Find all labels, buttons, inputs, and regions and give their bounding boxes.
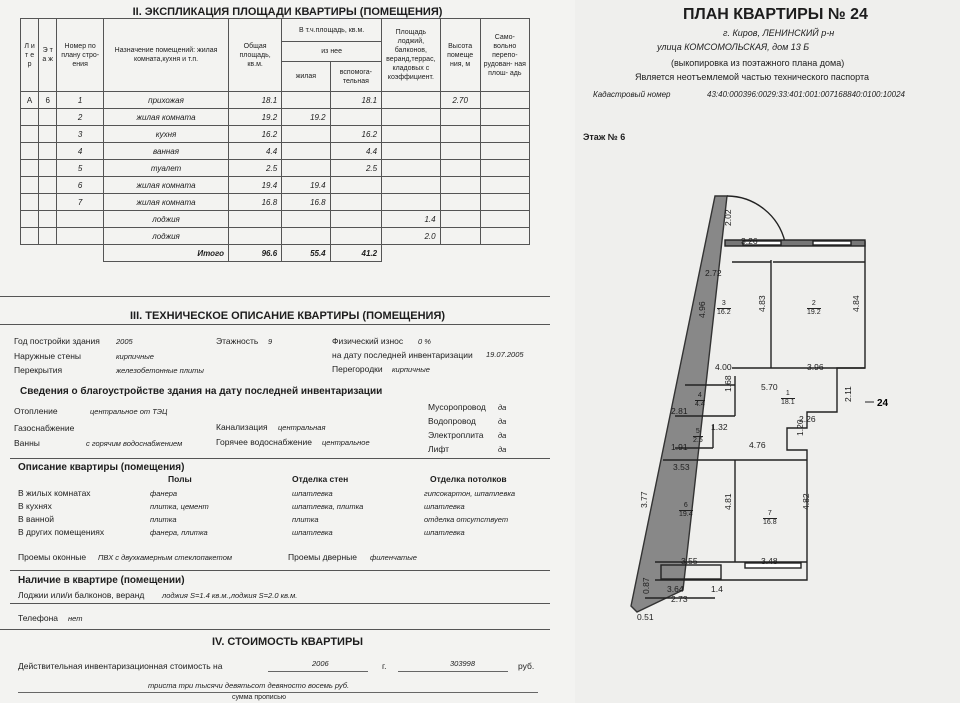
desc-header-ceilings: Отделка потолков bbox=[430, 474, 507, 484]
total-area-cell bbox=[229, 228, 282, 245]
dimension-label: 4.84 bbox=[851, 295, 861, 312]
etazh-cell bbox=[39, 143, 57, 160]
cost-year-suffix: г. bbox=[382, 661, 387, 671]
dimension-label: 2.11 bbox=[843, 386, 853, 402]
header-vtch: В т.ч.площадь, кв.м. bbox=[282, 19, 382, 42]
table-row bbox=[21, 109, 530, 126]
dimension-label: 0.51 bbox=[637, 612, 654, 622]
aux-area-cell bbox=[330, 228, 381, 245]
underline bbox=[268, 671, 368, 672]
room-area: 16.2 bbox=[717, 309, 731, 316]
room-name-cell: прихожая bbox=[104, 92, 229, 109]
samovol-cell bbox=[480, 143, 529, 160]
height-cell bbox=[440, 126, 480, 143]
dimension-label: 4.96 bbox=[697, 301, 707, 318]
garbage-value: да bbox=[498, 403, 507, 412]
height-cell bbox=[440, 228, 480, 245]
slabs-value: железобетонные плиты bbox=[116, 366, 204, 375]
room-number: 6 bbox=[679, 502, 693, 511]
etazh-cell bbox=[39, 109, 57, 126]
room-name-cell: жилая комната bbox=[104, 177, 229, 194]
room-name-cell: жилая комната bbox=[104, 109, 229, 126]
etazh-cell bbox=[39, 126, 57, 143]
plan-city: г. Киров, ЛЕНИНСКИЙ р-н bbox=[723, 28, 835, 38]
number-cell: 5 bbox=[57, 160, 104, 177]
aux-area-cell bbox=[330, 211, 381, 228]
table-row bbox=[21, 160, 530, 177]
room-name-cell: жилая комната bbox=[104, 194, 229, 211]
etazh-cell bbox=[39, 177, 57, 194]
loggia-area-cell bbox=[382, 177, 441, 194]
number-cell: 1 bbox=[57, 92, 104, 109]
header-naznachenie: Назначение помещений: жилая комната,кухня и т.п. bbox=[104, 19, 229, 92]
divider bbox=[0, 324, 550, 325]
electric-value: да bbox=[498, 431, 507, 440]
doors-value: филенчатые bbox=[370, 553, 417, 562]
window bbox=[813, 241, 851, 245]
dimension-label: 1.68 bbox=[723, 375, 733, 392]
walls-value: кирпичные bbox=[116, 352, 154, 361]
room-name-cell: лоджия bbox=[104, 228, 229, 245]
desc-header-floors: Полы bbox=[168, 474, 192, 484]
gas-label: Газоснабжение bbox=[14, 423, 75, 433]
samovol-cell bbox=[480, 211, 529, 228]
height-cell bbox=[440, 143, 480, 160]
dimension-label: 4.76 bbox=[749, 440, 766, 450]
total-area-cell: 18.1 bbox=[229, 92, 282, 109]
total-area-cell bbox=[229, 211, 282, 228]
room-number: 3 bbox=[717, 300, 731, 309]
itogo-total: 96.6 bbox=[229, 245, 282, 262]
floor-plan-page bbox=[575, 0, 960, 703]
liter-cell bbox=[21, 109, 39, 126]
section2-title: II. ЭКСПЛИКАЦИЯ ПЛОЩАДИ КВАРТИРЫ (ПОМЕЩЕНИЯ) bbox=[132, 6, 443, 18]
header-iz-nee: из нее bbox=[282, 42, 382, 62]
living-area-cell: 19.4 bbox=[282, 177, 330, 194]
header-nomer: Номер по плану стро- ения bbox=[57, 19, 104, 92]
dimension-label: 1.4 bbox=[711, 584, 723, 594]
desc-ceilings-cell: гипсокартон, шпатлевка bbox=[424, 489, 516, 498]
hotwater-label: Горячее водоснабжение bbox=[216, 437, 312, 447]
plan-note: (выкопировка из поэтажного плана дома) bbox=[671, 58, 845, 68]
number-cell: 2 bbox=[57, 109, 104, 126]
desc-floors-cell: фанера, плитка bbox=[150, 528, 208, 537]
dimension-label: 1.32 bbox=[711, 422, 728, 432]
aux-area-cell bbox=[330, 177, 381, 194]
living-area-cell bbox=[282, 160, 330, 177]
desc-walls-cell: шпатлевка bbox=[292, 489, 333, 498]
header-liter: Л и т е р bbox=[21, 19, 39, 92]
header-zhilaya: жилая bbox=[282, 62, 330, 92]
etazh-cell bbox=[39, 160, 57, 177]
apartment-number: 24 bbox=[877, 398, 889, 409]
etazh-cell bbox=[39, 228, 57, 245]
total-area-cell: 16.2 bbox=[229, 126, 282, 143]
room-area: 18.1 bbox=[781, 399, 795, 406]
total-area-cell: 4.4 bbox=[229, 143, 282, 160]
divider bbox=[10, 570, 550, 571]
phone-value: нет bbox=[68, 614, 83, 623]
dimension-label: 5.70 bbox=[761, 382, 778, 392]
room-area: 19.4 bbox=[679, 511, 693, 518]
slabs-label: Перекрытия bbox=[14, 365, 63, 375]
garbage-label: Мусоропровод bbox=[428, 402, 486, 412]
desc-ceilings-cell: шпатлевка bbox=[424, 528, 465, 537]
dimension-label: 3.26 bbox=[741, 236, 758, 246]
etazh-cell bbox=[39, 211, 57, 228]
room-number: 7 bbox=[763, 510, 777, 519]
dimension-label: 0.87 bbox=[641, 577, 651, 594]
desc-label-cell: В других помещениях bbox=[18, 527, 105, 537]
height-cell bbox=[440, 160, 480, 177]
cadastral-number: 43:40:000396:0029:33:401:001:007168840:0100:10024 bbox=[707, 90, 905, 99]
etazh-cell: 6 bbox=[39, 92, 57, 109]
liter-cell bbox=[21, 143, 39, 160]
plan-inseparable: Является неотъемлемой частью технического паспорта bbox=[635, 72, 870, 82]
height-cell: 2.70 bbox=[440, 92, 480, 109]
dimension-label: 2.26 bbox=[799, 414, 816, 424]
desc-ceilings-cell: шпатлевка bbox=[424, 502, 465, 511]
cost-words: триста три тысячи девятьсот девяносто восемь руб. bbox=[148, 681, 350, 690]
room-name-cell: кухня bbox=[104, 126, 229, 143]
desc-label-cell: В жилых комнатах bbox=[18, 488, 91, 498]
hotwater-value: центральное bbox=[322, 438, 370, 447]
room-number: 5 bbox=[693, 428, 703, 437]
loggia-area-cell bbox=[382, 92, 441, 109]
room-number: 2 bbox=[807, 300, 821, 309]
room-name-cell: туалет bbox=[104, 160, 229, 177]
itogo-aux: 41.2 bbox=[330, 245, 381, 262]
room-number: 1 bbox=[781, 390, 795, 399]
liter-cell bbox=[21, 194, 39, 211]
year-value: 2005 bbox=[116, 337, 133, 346]
desc-header-walls: Отделка стен bbox=[292, 474, 349, 484]
etazh-cell bbox=[39, 194, 57, 211]
dimension-label: 3.48 bbox=[761, 556, 778, 566]
heating-value: центральное от ТЭЦ bbox=[90, 407, 168, 416]
floor-plan bbox=[575, 0, 960, 703]
dimension-label: 2.73 bbox=[671, 594, 688, 604]
table-row bbox=[21, 92, 530, 109]
dimension-label: 1.91 bbox=[671, 442, 688, 452]
living-area-cell: 16.8 bbox=[282, 194, 330, 211]
table-row bbox=[21, 177, 530, 194]
explication-table bbox=[20, 18, 530, 262]
living-area-cell bbox=[282, 126, 330, 143]
section4-title: IV. СТОИМОСТЬ КВАРТИРЫ bbox=[211, 636, 364, 648]
liter-cell bbox=[21, 211, 39, 228]
room-label bbox=[717, 300, 731, 317]
room-label bbox=[763, 510, 777, 527]
samovol-cell bbox=[480, 228, 529, 245]
header-vysota: Высота помеще ния, м bbox=[440, 19, 480, 92]
loggia-area-cell bbox=[382, 160, 441, 177]
partitions-value: кирпичные bbox=[392, 365, 430, 374]
desc-floors-cell: плитка, цемент bbox=[150, 502, 209, 511]
height-cell bbox=[440, 211, 480, 228]
dimension-label: 3.53 bbox=[673, 462, 690, 472]
dimension-label: 4.81 bbox=[723, 493, 733, 510]
living-area-cell bbox=[282, 92, 330, 109]
itogo-label: Итого bbox=[104, 245, 229, 262]
loggia-label: Лоджии или/и балконов, веранд bbox=[18, 590, 145, 600]
section3-title: III. ТЕХНИЧЕСКОЕ ОПИСАНИЕ КВАРТИРЫ (ПОМЕЩЕНИЯ) bbox=[129, 310, 446, 322]
aux-area-cell: 4.4 bbox=[330, 143, 381, 160]
table-row bbox=[21, 194, 530, 211]
header-vspomog: вспомога- тельная bbox=[330, 62, 381, 92]
amenities-title: Сведения о благоустройстве здания на дату последней инвентаризации bbox=[20, 386, 383, 397]
year-label: Год постройки здания bbox=[14, 336, 100, 346]
loggia-area-cell bbox=[382, 143, 441, 160]
loggia-value: лоджия S=1.4 кв.м.,лоджия S=2.0 кв.м. bbox=[162, 591, 298, 600]
cost-year: 2006 bbox=[312, 659, 329, 668]
divider bbox=[10, 458, 550, 459]
living-area-cell bbox=[282, 211, 330, 228]
number-cell: 4 bbox=[57, 143, 104, 160]
aux-area-cell: 2.5 bbox=[330, 160, 381, 177]
header-lodzhii: Площадь лоджий, балконов, веранд,террас, кладовых с коэффициент. bbox=[382, 19, 441, 92]
floors-value: 9 bbox=[268, 337, 273, 346]
loggia-area-cell bbox=[382, 109, 441, 126]
itogo-living: 55.4 bbox=[282, 245, 330, 262]
loggia-area-cell: 1.4 bbox=[382, 211, 441, 228]
cadastral-label: Кадастровый номер bbox=[593, 90, 671, 99]
desc-walls-cell: плитка bbox=[292, 515, 319, 524]
outer-wall bbox=[631, 196, 727, 612]
desc-floors-cell: фанера bbox=[150, 489, 178, 498]
liter-cell bbox=[21, 177, 39, 194]
number-cell: 7 bbox=[57, 194, 104, 211]
living-area-cell: 19.2 bbox=[282, 109, 330, 126]
aux-area-cell: 18.1 bbox=[330, 92, 381, 109]
number-cell: 3 bbox=[57, 126, 104, 143]
header-etazh: Э т а ж bbox=[39, 19, 57, 92]
living-area-cell bbox=[282, 228, 330, 245]
dimension-label: 4.82 bbox=[801, 493, 811, 510]
underline bbox=[18, 692, 538, 693]
room-label bbox=[695, 392, 705, 409]
liter-cell bbox=[21, 228, 39, 245]
loggia-area-cell bbox=[382, 126, 441, 143]
number-cell bbox=[57, 228, 104, 245]
liter-cell bbox=[21, 160, 39, 177]
table-row bbox=[21, 211, 530, 228]
liter-cell: А bbox=[21, 92, 39, 109]
room-label bbox=[781, 390, 795, 407]
dimension-label: 2.72 bbox=[705, 268, 722, 278]
samovol-cell bbox=[480, 126, 529, 143]
room-area: 4.4 bbox=[695, 401, 705, 408]
dimension-label: 1.20 bbox=[795, 419, 805, 436]
header-samovol: Само- вольно перепо- рудован- ная плош- адь bbox=[480, 19, 529, 92]
wear-label: Физический износ bbox=[332, 336, 404, 346]
desc-label-cell: В ванной bbox=[18, 514, 55, 524]
table-row bbox=[21, 126, 530, 143]
electric-label: Электроплита bbox=[428, 430, 484, 440]
number-cell: 6 bbox=[57, 177, 104, 194]
height-cell bbox=[440, 109, 480, 126]
samovol-cell bbox=[480, 160, 529, 177]
partitions-label: Перегородки bbox=[332, 364, 383, 374]
wear-value: 0 % bbox=[418, 337, 431, 346]
desc-ceilings-cell: отделка отсутствует bbox=[424, 515, 509, 524]
desc-label-cell: В кухнях bbox=[18, 501, 52, 511]
itogo-row bbox=[21, 245, 530, 262]
divider bbox=[0, 296, 550, 297]
divider bbox=[0, 629, 550, 630]
inventory-date-label: на дату последней инвентаризации bbox=[332, 350, 473, 360]
dimension-label: 4.83 bbox=[757, 295, 767, 312]
room-name-cell: ванная bbox=[104, 143, 229, 160]
samovol-cell bbox=[480, 177, 529, 194]
lift-label: Лифт bbox=[428, 444, 450, 454]
room-label bbox=[807, 300, 821, 317]
desc-walls-cell: шпатлевка, плитка bbox=[292, 502, 364, 511]
number-cell bbox=[57, 211, 104, 228]
cost-words-caption: сумма прописью bbox=[232, 694, 287, 701]
samovol-cell bbox=[480, 194, 529, 211]
cost-label: Действительная инвентаризационная стоимость на bbox=[18, 661, 223, 671]
samovol-cell bbox=[480, 92, 529, 109]
dimension-label: 4.00 bbox=[715, 362, 732, 372]
room-name-cell: лоджия bbox=[104, 211, 229, 228]
aux-area-cell bbox=[330, 109, 381, 126]
room-label bbox=[679, 502, 693, 519]
cost-currency: руб. bbox=[518, 661, 535, 671]
dimension-label: 3.55 bbox=[681, 556, 698, 566]
availability-title: Наличие в квартире (помещении) bbox=[18, 575, 185, 586]
table-row bbox=[21, 143, 530, 160]
baths-label: Ванны bbox=[14, 438, 40, 448]
sewer-value: центральная bbox=[278, 423, 326, 432]
windows-value: ПВХ с двухкамерным стеклопакетом bbox=[98, 553, 233, 562]
room-area: 2.5 bbox=[693, 437, 703, 444]
dimension-label: 2.81 bbox=[671, 406, 688, 416]
aux-area-cell bbox=[330, 194, 381, 211]
loggia-area-cell: 2.0 bbox=[382, 228, 441, 245]
water-label: Водопровод bbox=[428, 416, 476, 426]
room-label bbox=[693, 428, 703, 445]
cost-value: 303998 bbox=[450, 659, 476, 668]
liter-cell bbox=[21, 126, 39, 143]
walls-label: Наружные стены bbox=[14, 351, 81, 361]
inventory-date-value: 19.07.2005 bbox=[486, 350, 524, 359]
lift-value: да bbox=[498, 445, 507, 454]
samovol-cell bbox=[480, 109, 529, 126]
dimension-label: 3.96 bbox=[807, 362, 824, 372]
phone-label: Телефона bbox=[18, 613, 58, 623]
underline bbox=[398, 671, 508, 672]
plan-title: ПЛАН КВАРТИРЫ № 24 bbox=[683, 6, 868, 23]
plan-street: улица КОМСОМОЛЬСКАЯ, дом 13 Б bbox=[657, 42, 810, 52]
total-area-cell: 19.2 bbox=[229, 109, 282, 126]
total-area-cell: 16.8 bbox=[229, 194, 282, 211]
height-cell bbox=[440, 177, 480, 194]
desc-title: Описание квартиры (помещения) bbox=[18, 462, 185, 473]
sewer-label: Канализация bbox=[216, 422, 268, 432]
floors-label: Этажность bbox=[216, 336, 259, 346]
room-number: 4 bbox=[695, 392, 705, 401]
doors-label: Проемы дверные bbox=[288, 552, 357, 562]
total-area-cell: 19.4 bbox=[229, 177, 282, 194]
desc-walls-cell: шпатлевка bbox=[292, 528, 333, 537]
dimension-label: 3.64 bbox=[667, 584, 684, 594]
desc-floors-cell: плитка bbox=[150, 515, 177, 524]
aux-area-cell: 16.2 bbox=[330, 126, 381, 143]
table-header-row bbox=[21, 19, 530, 42]
table-row bbox=[21, 228, 530, 245]
header-obshchaya: Общая площадь, кв.м. bbox=[229, 19, 282, 92]
water-value: да bbox=[498, 417, 507, 426]
divider bbox=[10, 603, 550, 604]
dimension-label: 3.77 bbox=[639, 491, 649, 508]
floor-label: Этаж № 6 bbox=[583, 132, 626, 142]
dimension-label: 2.02 bbox=[723, 209, 733, 226]
height-cell bbox=[440, 194, 480, 211]
loggia-area-cell bbox=[382, 194, 441, 211]
windows-label: Проемы оконные bbox=[18, 552, 87, 562]
living-area-cell bbox=[282, 143, 330, 160]
baths-value: с горячим водоснабжением bbox=[86, 439, 183, 448]
heating-label: Отопление bbox=[14, 406, 58, 416]
room-area: 19.2 bbox=[807, 309, 821, 316]
total-area-cell: 2.5 bbox=[229, 160, 282, 177]
room-area: 16.8 bbox=[763, 519, 777, 526]
